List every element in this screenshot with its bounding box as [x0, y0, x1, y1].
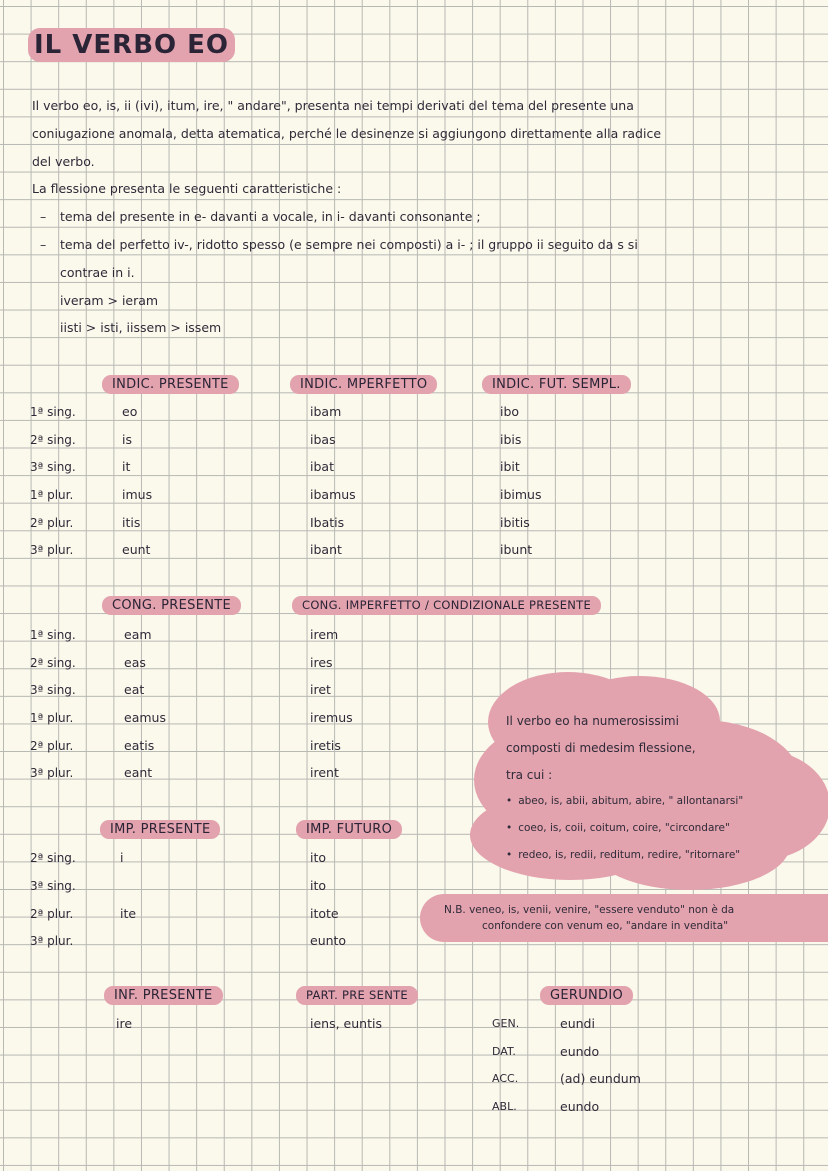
person-label: 1ª plur. [30, 488, 74, 502]
person-label: 2ª plur. [30, 516, 74, 530]
nb-line: confondere con venum eo, "andare in vendita" [482, 920, 729, 932]
case-label: GEN. [492, 1017, 520, 1030]
form-cell: ires [310, 655, 333, 670]
form-cell: itote [310, 906, 339, 921]
dash-2: – [40, 237, 47, 252]
person-label: 3ª plur. [30, 934, 74, 948]
person-label: 2ª sing. [30, 656, 76, 670]
form-cell: (ad) eundum [560, 1071, 641, 1086]
dash-1: – [40, 209, 47, 224]
form-cell: ire [116, 1016, 133, 1031]
nb-note [444, 902, 734, 934]
intro-line-2: coniugazione anomala, detta atematica, perché le desinenze si aggiungono direttamente alla radice [32, 126, 662, 141]
person-label: 2ª sing. [30, 851, 76, 865]
header-gerundio: GERUNDIO [540, 986, 633, 1005]
header-indic-presente: INDIC. PRESENTE [102, 375, 239, 394]
form-cell: iens, euntis [310, 1016, 382, 1031]
form-cell: irem [310, 627, 339, 642]
form-cell: iremus [310, 710, 353, 725]
form-cell: eundi [560, 1016, 595, 1031]
header-indic-imperfetto: INDIC. MPERFETTO [290, 375, 437, 394]
person-label: 1ª sing. [30, 628, 76, 642]
form-cell: imus [122, 487, 153, 502]
form-cell: is [122, 432, 132, 447]
form-cell: iret [310, 682, 331, 697]
intro-line-1: Il verbo eo, is, ii (ivi), itum, ire, " andare", presenta nei tempi derivati del tema del presente una [32, 98, 634, 113]
form-cell: eunto [310, 933, 347, 948]
person-label: 3ª sing. [30, 879, 76, 893]
cloud-list-item: • redeo, is, redii, reditum, redire, "ritornare" [506, 842, 743, 869]
form-cell: ito [310, 850, 327, 865]
form-cell: irent [310, 765, 339, 780]
form-cell: eundo [560, 1099, 600, 1114]
case-label: ABL. [492, 1100, 517, 1113]
form-cell: eat [124, 682, 145, 697]
form-cell: eant [124, 765, 153, 780]
cloud-list-item: • coeo, is, coii, coitum, coire, "circondare" [506, 815, 743, 842]
person-label: 3ª sing. [30, 460, 76, 474]
intro-line-8: iveram > ieram [60, 293, 159, 308]
form-cell: ite [120, 906, 137, 921]
form-cell: ibitis [500, 515, 530, 530]
intro-line-4: La flessione presenta le seguenti caratteristiche : [32, 181, 342, 196]
header-indic-futuro: INDIC. FUT. SEMPL. [482, 375, 631, 394]
person-label: 3ª plur. [30, 766, 74, 780]
form-cell: eunt [122, 542, 151, 557]
case-label: ACC. [492, 1072, 519, 1085]
form-cell: eundo [560, 1044, 600, 1059]
form-cell: ibimus [500, 487, 542, 502]
form-cell: ibat [310, 459, 334, 474]
intro-line-6: tema del perfetto iv-, ridotto spesso (e sempre nei composti) a i- ; il gruppo ii seguito da s si [60, 237, 638, 252]
form-cell: ito [310, 878, 327, 893]
intro-line-3: del verbo. [32, 154, 95, 169]
nb-line: N.B. veneo, is, venii, venire, "essere venduto" non è da [444, 904, 735, 916]
header-cong-presente: CONG. PRESENTE [102, 596, 241, 615]
form-cell: ibas [310, 432, 336, 447]
cloud-list [506, 788, 743, 869]
form-cell: ibunt [500, 542, 533, 557]
case-label: DAT. [492, 1045, 516, 1058]
person-label: 2ª sing. [30, 433, 76, 447]
intro-line-5: tema del presente in e- davanti a vocale, in i- davanti consonante ; [60, 209, 481, 224]
cloud-intro-line: Il verbo eo ha numerosissimi [506, 714, 679, 728]
page-title: IL VERBO EO [28, 28, 235, 62]
person-label: 1ª sing. [30, 405, 76, 419]
form-cell: ibis [500, 432, 522, 447]
form-cell: ibamus [310, 487, 356, 502]
cloud-list-item: • abeo, is, abii, abitum, abire, " allontanarsi" [506, 788, 743, 815]
cloud-text [506, 708, 696, 789]
header-inf-presente: INF. PRESENTE [104, 986, 223, 1005]
form-cell: itis [122, 515, 141, 530]
form-cell: ibo [500, 404, 520, 419]
person-label: 3ª plur. [30, 543, 74, 557]
person-label: 2ª plur. [30, 739, 74, 753]
form-cell: eam [124, 627, 152, 642]
person-label: 3ª sing. [30, 683, 76, 697]
form-cell: eamus [124, 710, 166, 725]
form-cell: ibam [310, 404, 342, 419]
form-cell: Ibatis [310, 515, 345, 530]
form-cell: i [120, 850, 124, 865]
header-part-presente: PART. PRE SENTE [296, 986, 418, 1005]
form-cell: eatis [124, 738, 155, 753]
header-imp-presente: IMP. PRESENTE [100, 820, 220, 839]
form-cell: iretis [310, 738, 341, 753]
intro-line-9: iisti > isti, iissem > issem [60, 320, 222, 335]
person-label: 2ª plur. [30, 907, 74, 921]
cloud-intro-line: tra cui : [506, 768, 553, 782]
intro-line-7: contrae in i. [60, 265, 135, 280]
form-cell: ibit [500, 459, 520, 474]
form-cell: eas [124, 655, 146, 670]
form-cell: it [122, 459, 131, 474]
cloud-intro-line: composti di medesim flessione, [506, 741, 696, 755]
header-cong-imperfetto: CONG. IMPERFETTO / CONDIZIONALE PRESENTE [292, 596, 601, 615]
form-cell: eo [122, 404, 138, 419]
form-cell: ibant [310, 542, 342, 557]
header-imp-futuro: IMP. FUTURO [296, 820, 402, 839]
person-label: 1ª plur. [30, 711, 74, 725]
